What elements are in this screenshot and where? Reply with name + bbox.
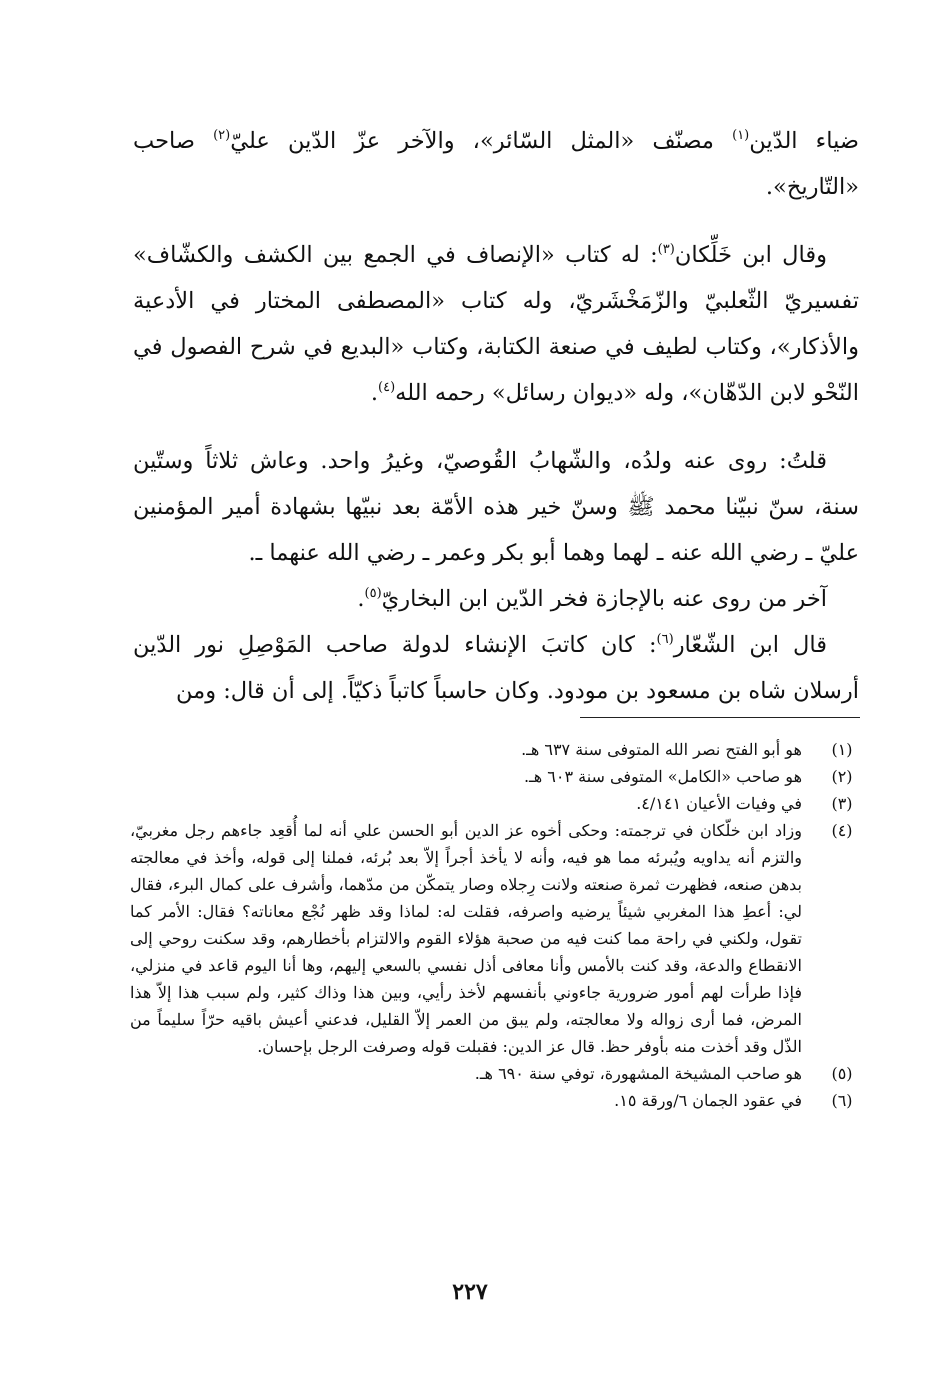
main-text-body (133, 118, 859, 714)
paragraph-4 (133, 576, 859, 622)
footnote-number: (١) (831, 740, 853, 759)
footnote-ref-4[interactable]: (٤) (378, 380, 396, 395)
footnote-ref-6[interactable]: (٦) (656, 632, 674, 647)
footnote-number: (٢) (831, 767, 853, 786)
footnote-3 (130, 790, 864, 817)
footnote-text: في وفيات الأعيان ٤/١٤١. (636, 794, 802, 813)
footnote-ref-5[interactable]: (٥) (364, 586, 382, 601)
paragraph-3: قلتُ: روى عنه ولدُه، والشّهابُ القُوصيّ، وغيرُ واحد. وعاش ثلاثاً وستّين سنة، سنّ نبيّنا محمد ﷺ وسنّ خير هذه الأمّة بعد نبيّها بشهادة أمير المؤمنين عليّ ـ رضي الله عنه ـ لهما وهما أبو بكر وعمر ـ رضي الله عنهما ـ. (133, 448, 859, 566)
text-span: وقال ابن خَلِّكان (674, 242, 827, 268)
footnote-5 (130, 1060, 864, 1087)
footnote-number: (٣) (831, 794, 853, 813)
footnote-6 (130, 1087, 864, 1114)
text-span: قال ابن الشّعّار (673, 632, 827, 658)
text-span: : كان كاتبَ الإنشاء لدولة صاحب المَوْصِلِ نور الدّين أرسلان شاه بن مسعود بن مودود. وكان حاسباً كاتباً ذكيّاً. إلى أن قال: ومن (133, 632, 859, 704)
text-span: آخر من روى عنه بالإجازة فخر الدّين ابن البخاريّ (381, 586, 827, 612)
footnote-number: (٤) (831, 821, 853, 840)
text-span: : له كتاب «الإنصاف في الجمع بين الكشف والكشّاف» تفسيريّ الثّعلبيّ والزّمَخْشَريّ، وله كتاب «المصطفى المختار في الأدعية والأذكار»، وكتاب لطيف في صنعة الكتابة، وكتاب «البديع في شرح الفصول في النّحْو لابن الدّهّان»، وله «ديوان رسائل» رحمه الله (133, 242, 859, 406)
text-span: . (357, 586, 365, 612)
footnote-text: هو أبو الفتح نصر الله المتوفى سنة ٦٣٧ هـ. (521, 740, 802, 759)
footnote-number: (٦) (831, 1091, 853, 1110)
footnote-ref-3[interactable]: (٣) (657, 242, 675, 257)
footnote-ref-1[interactable]: (١) (732, 128, 750, 143)
footnote-text: وزاد ابن خلّكان في ترجمته: وحكى أخوه عز الدين أبو الحسن علي أنه لما أُقعِد جاءهم رجل مغربيّ، والتزم أنه يداويه ويُبرئه مما هو فيه، وأنه لا يأخذ أجراً إلاّ بعد بُرئه، فملنا إلى قوله، وأخذ في معالجته بدهن صنعه، فظهرت ثمرة صنعته ولانت رِجلاه وصار يتمكّن من مدّهما، وأشرف على كمال البرء، فقال لي: أعطِ هذا المغربي شيئاً يرضيه واصرفه، فقلت له: لماذا وقد ظهر نُجْع معاناته؟ فقال: الأمر كما تقول، ولكني في راحة مما كنت فيه من صحبة هؤلاء القوم والالتزام بأخطارهم، وقد سكنت روحي إلى الانقطاع والدعة، وقد كنت بالأمس وأنا معافى أذل نفسي بالسعي إليهم، وها أنا اليوم قاعد في منزلي، فإذا طرأت لهم أمور ضرورية جاءوني بأنفسهم لأخذ رأيي، وبين هذا وذاك كثير، ولم سبب هذا إلاّ هذا المرض، فما أرى زواله ولا معالجته، ولم يبق من العمر إلاّ القليل، فدعني أعيش باقيه حرّاً سليماً من الذّل وقد أخذت منه بأوفر حظ. قال عز الدين: فقبلت قوله وصرفت الرجل بإحسان. (130, 821, 802, 1056)
footnote-text: هو صاحب «الكامل» المتوفى سنة ٦٠٣ هـ. (523, 767, 802, 786)
footnote-separator (580, 717, 860, 718)
footnote-text: هو صاحب المشيخة المشهورة، توفي سنة ٦٩٠ هـ. (474, 1064, 802, 1083)
footnotes-section (130, 736, 864, 1114)
footnote-4 (130, 817, 864, 1060)
footnote-2 (130, 763, 864, 790)
page-number: ٢٢٧ (452, 1279, 488, 1305)
text-span: . (370, 380, 378, 406)
footnote-ref-2[interactable]: (٢) (213, 128, 231, 143)
text-span: مصنّف «المثل السّائر»، والآخر عزّ الدّين عليّ (230, 128, 733, 154)
text-span: ضياء الدّين (749, 128, 859, 154)
paragraph-5 (133, 622, 859, 714)
paragraph-2 (133, 232, 859, 416)
text-span: صاحب «التّاريخ». (133, 128, 859, 200)
paragraph-1 (133, 118, 859, 210)
footnote-1 (130, 736, 864, 763)
footnote-text: في عقود الجمان ٦/ورقة ١٥. (614, 1091, 802, 1110)
footnote-number: (٥) (831, 1064, 853, 1083)
